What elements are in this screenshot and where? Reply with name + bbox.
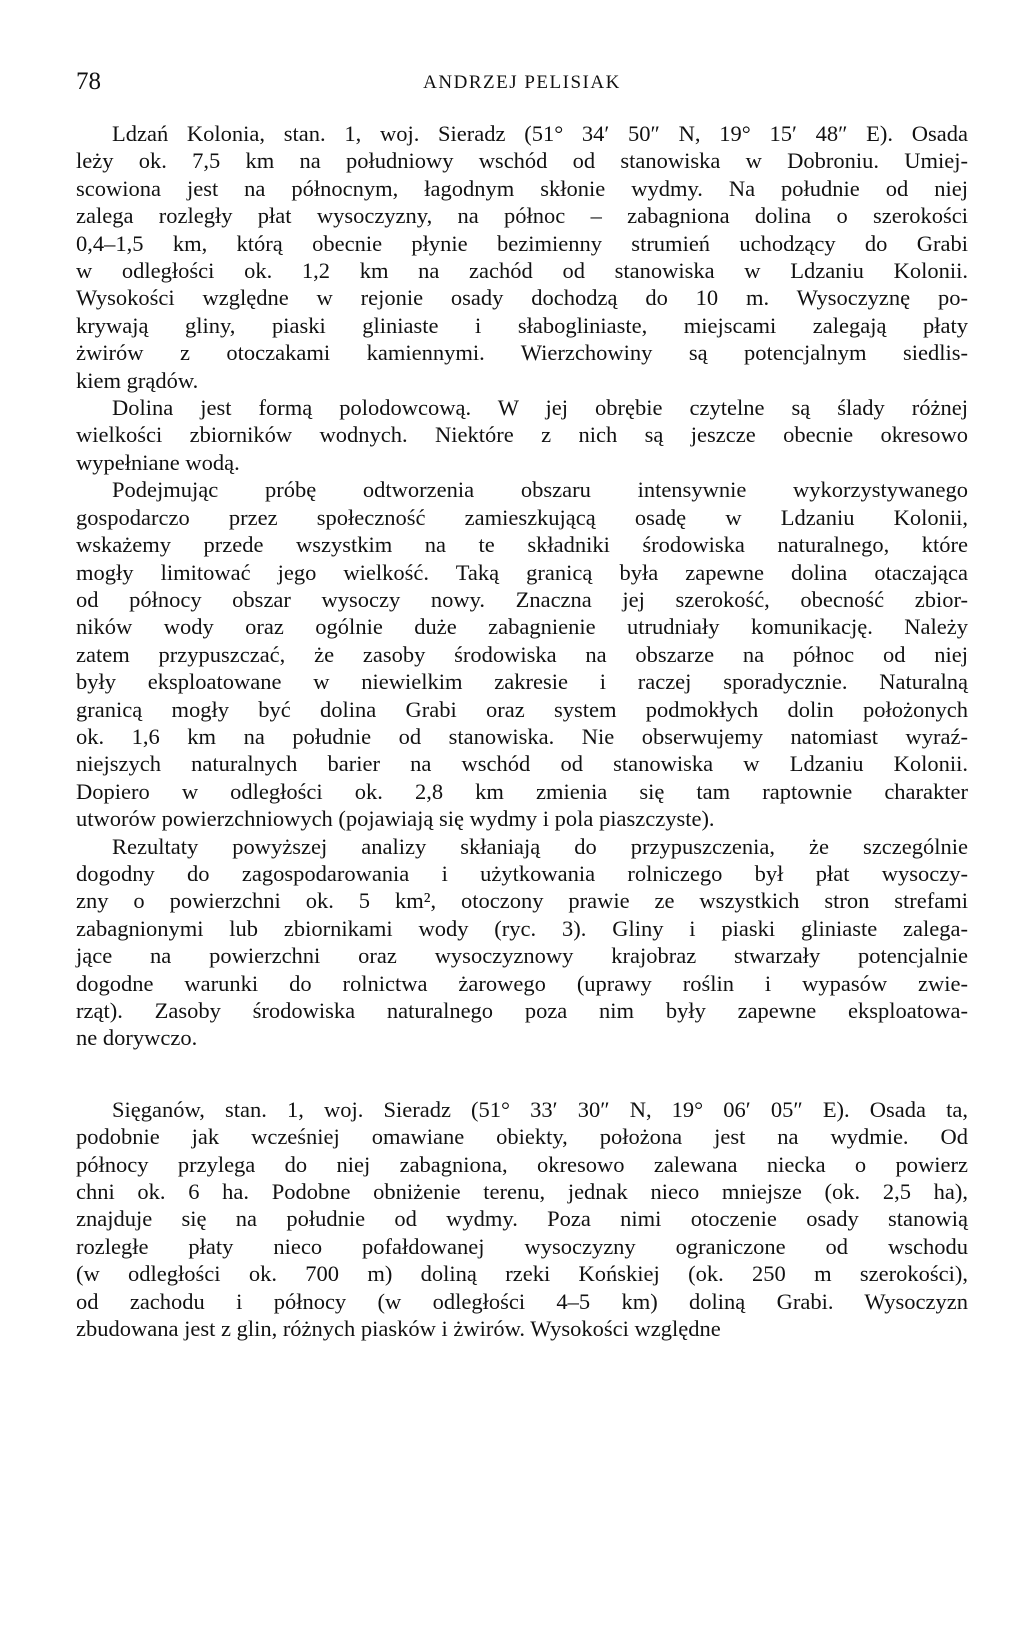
- text-line: Rezultaty powyższej analizy skłaniają do przypuszczenia, że szczególnie: [112, 833, 968, 859]
- running-head-author: ANDRZEJ PELISIAK: [423, 72, 621, 93]
- text-line: ok. 1,6 km na południe od stanowiska. Nie obserwujemy natomiast wyraź-: [76, 723, 968, 749]
- text-line: dogodny do zagospodarowania i użytkowania rolniczego był płat wysoczy-: [76, 860, 968, 886]
- text-line: chni ok. 6 ha. Podobne obniżenie terenu, jednak nieco mniejsze (ok. 2,5 ha),: [76, 1179, 968, 1205]
- text-line: utworów powierzchniowych (pojawiają się wydmy i pola piaszczyste).: [76, 806, 715, 832]
- body-text: [76, 120, 968, 1342]
- text-line: granicą mogły być dolina Grabi oraz system podmokłych dolin położonych: [76, 696, 968, 722]
- text-line: Ldzań Kolonia, stan. 1, woj. Sieradz (51° 34′ 50″ N, 19° 15′ 48″ E). Osada: [112, 121, 968, 146]
- text-line: kiem grądów.: [76, 367, 199, 393]
- paragraph: [76, 476, 968, 832]
- running-head: [76, 60, 968, 100]
- text-line: od zachodu i północy (w odległości 4–5 km) doliną Grabi. Wysoczyzn: [76, 1288, 968, 1314]
- text-line: krywają gliny, piaski gliniaste i słabogliniaste, miejscami zalegają płaty: [76, 312, 968, 338]
- text-line: dogodne warunki do rolnictwa żarowego (uprawy roślin i wypasów zwie-: [76, 970, 968, 996]
- text-line: zbudowana jest z glin, różnych piasków i żwirów. Wysokości względne: [76, 1316, 721, 1342]
- paragraph: [76, 394, 968, 476]
- text-line: (w odległości ok. 700 m) doliną rzeki Końskiej (ok. 250 m szerokości),: [76, 1261, 968, 1287]
- text-line: północy przylega do niej zabagniona, okresowo zalewana niecka o powierz: [76, 1151, 968, 1177]
- paragraph: [76, 1096, 968, 1343]
- text-line: wypełniane wodą.: [76, 449, 240, 475]
- text-line: zabagnionymi lub zbiornikami wody (ryc. 3). Gliny i piaski gliniaste zalega-: [76, 915, 968, 941]
- text-line: wielkości zbiorników wodnych. Niektóre z nich są jeszcze obecnie okresowo: [76, 422, 968, 448]
- text-line: żwirów z otoczakami kamiennymi. Wierzchowiny są potencjalnym siedlis-: [76, 340, 968, 366]
- text-line: scowiona jest na północnym, łagodnym skłonie wydmy. Na południe od niej: [76, 175, 968, 201]
- text-line: ne dorywczo.: [76, 1025, 198, 1051]
- text-line: podobnie jak wcześniej omawiane obiekty, położona jest na wydmie. Od: [76, 1124, 968, 1150]
- paragraph: [76, 120, 968, 394]
- page-number: 78: [76, 68, 101, 95]
- text-line: wskażemy przede wszystkim na te składniki środowiska naturalnego, które: [76, 532, 968, 558]
- text-line: Dopiero w odległości ok. 2,8 km zmienia się tam raptownie charakter: [76, 778, 968, 804]
- paragraph: [76, 833, 968, 1052]
- text-line: 0,4–1,5 km, którą obecnie płynie bezimienny strumień uchodzący do Grabi: [76, 230, 968, 256]
- text-line: Wysokości względne w rejonie osady dochodzą do 10 m. Wysoczyznę po-: [76, 285, 968, 311]
- text-line: były eksploatowane w niewielkim zakresie i raczej sporadycznie. Naturalną: [76, 669, 968, 695]
- text-line: Podejmując próbę odtworzenia obszaru intensywnie wykorzystywanego: [112, 477, 968, 503]
- text-line: od północy obszar wysoczy nowy. Znaczna jej szerokość, obecność zbior-: [76, 586, 968, 612]
- text-line: gospodarczo przez społeczność zamieszkującą osadę w Ldzaniu Kolonii,: [76, 504, 968, 530]
- text-line: zalega rozległy płat wysoczyzny, na północ – zabagniona dolina o szerokości: [76, 203, 968, 229]
- text-line: rząt). Zasoby środowiska naturalnego poza nim były zapewne eksploatowa-: [76, 998, 968, 1023]
- text-line: niejszych naturalnych barier na wschód od stanowiska w Ldzaniu Kolonii.: [76, 751, 968, 777]
- text-line: ników wody oraz ogólnie duże zabagnienie utrudniały komunikację. Należy: [76, 614, 968, 640]
- text-line: Sięganów, stan. 1, woj. Sieradz (51° 33′ 30″ N, 19° 06′ 05″ E). Osada ta,: [112, 1096, 968, 1122]
- text-line: w odległości ok. 1,2 km na zachód od stanowiska w Ldzaniu Kolonii.: [76, 258, 968, 284]
- text-line: rozległe płaty nieco pofałdowanej wysoczyzny ograniczone od wschodu: [76, 1233, 968, 1259]
- document-page: [76, 60, 968, 1342]
- text-line: jące na powierzchni oraz wysoczyznowy krajobraz stwarzały potencjalnie: [76, 943, 968, 969]
- text-line: leży ok. 7,5 km na południowy wschód od stanowiska w Dobroniu. Umiej-: [76, 148, 968, 174]
- text-line: zatem przypuszczać, że zasoby środowiska na obszarze na północ od niej: [76, 641, 968, 667]
- text-line: znajduje się na południe od wydmy. Poza nimi otoczenie osady stanowią: [76, 1206, 968, 1232]
- text-line: zny o powierzchni ok. 5 km², otoczony prawie ze wszystkich stron strefami: [76, 888, 968, 914]
- text-line: mogły limitować jego wielkość. Taką granicą była zapewne dolina otaczająca: [76, 559, 968, 585]
- text-line: Dolina jest formą polodowcową. W jej obrębie czytelne są ślady różnej: [112, 395, 968, 421]
- section-gap: [76, 1052, 968, 1096]
